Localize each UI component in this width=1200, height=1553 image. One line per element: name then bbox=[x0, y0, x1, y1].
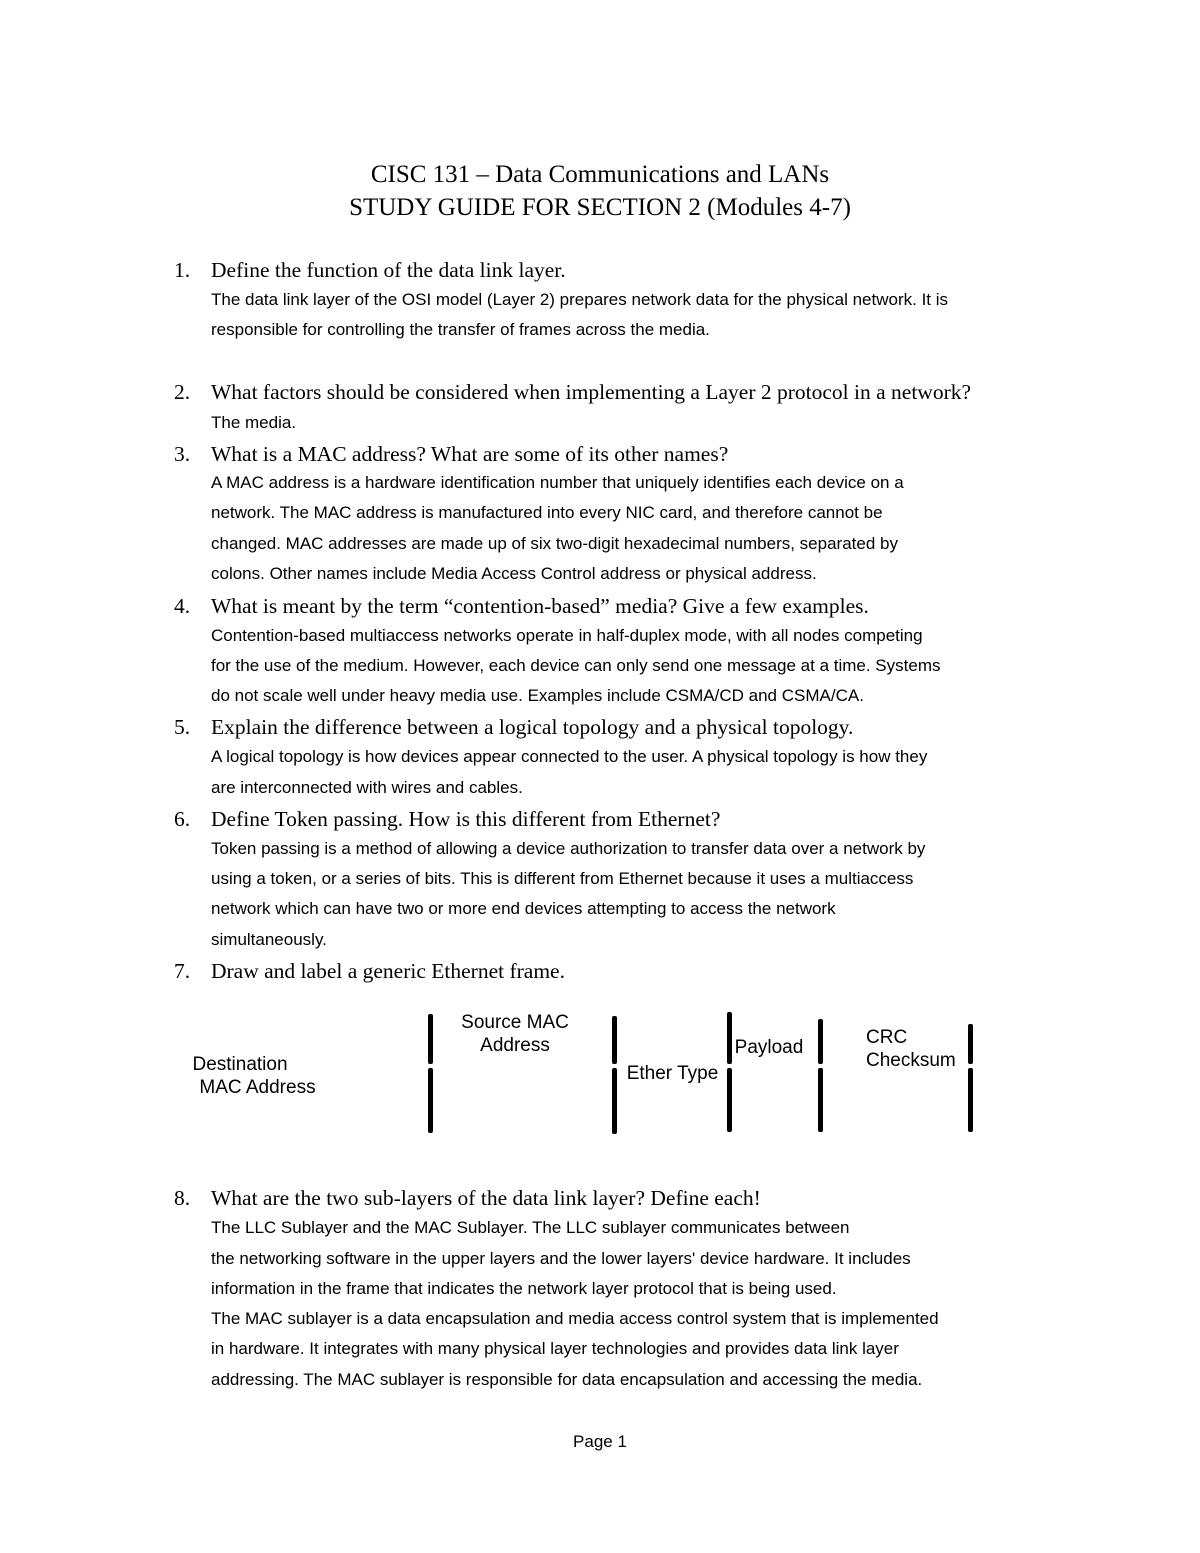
question-number: 5. bbox=[174, 715, 191, 739]
frame-divider bbox=[968, 1024, 973, 1064]
answer-8-line-1: The LLC Sublayer and the MAC Sublayer. The LLC sublayer communicates between bbox=[211, 1218, 850, 1237]
answer-1-line-2: responsible for controlling the transfer of frames across the media. bbox=[211, 320, 710, 339]
frame-label-crc: CRC bbox=[866, 1027, 908, 1048]
frame-divider bbox=[428, 1068, 433, 1133]
question-text: Draw and label a generic Ethernet frame. bbox=[211, 959, 565, 983]
answer-6-line-3: network which can have two or more end devices attempting to access the network bbox=[211, 899, 836, 918]
answer-8-line-4: The MAC sublayer is a data encapsulation and media access control system that is implemented bbox=[211, 1309, 939, 1328]
question-number: 8. bbox=[174, 1186, 191, 1210]
answer-4-line-1: Contention-based multiaccess networks operate in half-duplex mode, with all nodes competing bbox=[211, 626, 923, 645]
frame-divider bbox=[968, 1068, 973, 1132]
question-text: What is a MAC address? What are some of its other names? bbox=[211, 442, 729, 466]
question-text: Define Token passing. How is this different from Ethernet? bbox=[211, 807, 721, 831]
answer-3-line-2: network. The MAC address is manufactured into every NIC card, and therefore cannot be bbox=[211, 503, 883, 522]
frame-label-destination: Destination bbox=[192, 1054, 288, 1075]
frame-divider bbox=[727, 1068, 732, 1132]
question-text: What is meant by the term “contention-based” media? Give a few examples. bbox=[211, 594, 869, 618]
answer-3-line-4: colons. Other names include Media Access Control address or physical address. bbox=[211, 564, 817, 583]
frame-label-payload: Payload bbox=[734, 1037, 804, 1058]
frame-label-destination-line-2: MAC Address bbox=[199, 1077, 316, 1098]
frame-divider bbox=[428, 1014, 433, 1064]
answer-1-line-1: The data link layer of the OSI model (Layer 2) prepares network data for the physical network. It is bbox=[211, 290, 949, 309]
question-number: 7. bbox=[174, 959, 191, 983]
document-subtitle: STUDY GUIDE FOR SECTION 2 (Modules 4-7) bbox=[349, 194, 851, 221]
answer-8-line-6: addressing. The MAC sublayer is responsible for data encapsulation and accessing the media. bbox=[211, 1370, 923, 1389]
answer-3-line-1: A MAC address is a hardware identification number that uniquely identifies each device on a bbox=[211, 473, 904, 492]
answer-8-line-3: information in the frame that indicates the network layer protocol that is being used. bbox=[211, 1279, 837, 1298]
question-number: 3. bbox=[174, 442, 191, 466]
answer-3-line-3: changed. MAC addresses are made up of six two-digit hexadecimal numbers, separated by bbox=[211, 534, 898, 553]
question-number: 2. bbox=[174, 380, 191, 404]
answer-8-line-5: in hardware. It integrates with many physical layer technologies and provides data link layer bbox=[211, 1339, 899, 1358]
question-text: Define the function of the data link layer. bbox=[211, 258, 566, 282]
document-title: CISC 131 – Data Communications and LANs bbox=[370, 161, 830, 188]
frame-divider bbox=[818, 1019, 823, 1064]
frame-label-source: Source MAC bbox=[461, 1012, 569, 1033]
answer-2-line-1: The media. bbox=[211, 413, 297, 432]
answer-8-line-2: the networking software in the upper layers and the lower layers' device hardware. It includes bbox=[211, 1249, 911, 1268]
frame-label-ether-type: Ether Type bbox=[626, 1063, 719, 1084]
question-text: Explain the difference between a logical topology and a physical topology. bbox=[211, 715, 854, 739]
question-number: 6. bbox=[174, 807, 191, 831]
page-number: Page 1 bbox=[573, 1432, 627, 1451]
question-text: What factors should be considered when implementing a Layer 2 protocol in a network? bbox=[211, 380, 972, 404]
frame-divider bbox=[612, 1068, 617, 1134]
question-number: 4. bbox=[174, 594, 191, 618]
frame-divider bbox=[612, 1016, 617, 1064]
answer-5-line-1: A logical topology is how devices appear connected to the user. A physical topology is how they bbox=[211, 747, 928, 766]
answer-4-line-3: do not scale well under heavy media use. Examples include CSMA/CD and CSMA/CA. bbox=[211, 686, 864, 705]
frame-divider bbox=[818, 1068, 823, 1132]
answer-6-line-2: using a token, or a series of bits. This is different from Ethernet because it uses a multiaccess bbox=[211, 869, 914, 888]
question-number: 1. bbox=[174, 258, 191, 282]
answer-5-line-2: are interconnected with wires and cables. bbox=[211, 778, 523, 797]
answer-6-line-1: Token passing is a method of allowing a device authorization to transfer data over a network by bbox=[211, 839, 926, 858]
answer-4-line-2: for the use of the medium. However, each device can only send one message at a time. Systems bbox=[211, 656, 941, 675]
answer-6-line-4: simultaneously. bbox=[211, 930, 327, 949]
frame-label-source-line-2: Address bbox=[480, 1035, 550, 1056]
frame-label-checksum: Checksum bbox=[866, 1050, 956, 1071]
question-text: What are the two sub-layers of the data link layer? Define each! bbox=[211, 1186, 761, 1210]
